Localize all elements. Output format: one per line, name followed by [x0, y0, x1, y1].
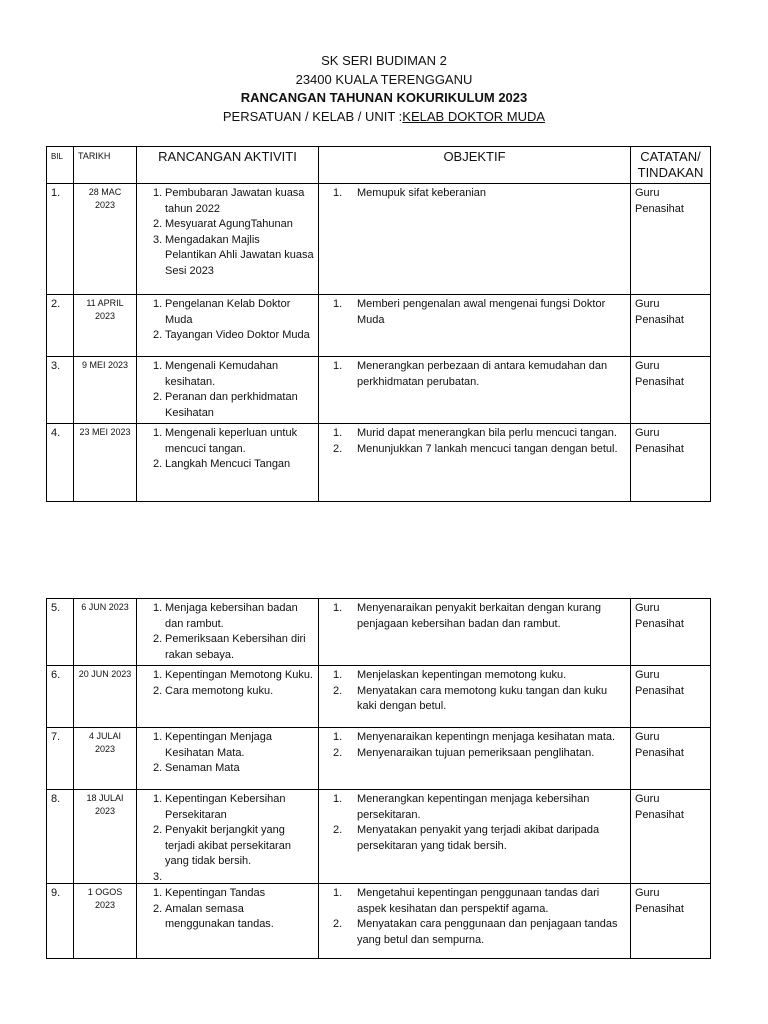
aktiviti-text: Menjaga kebersihan badan dan rambut.: [165, 602, 298, 630]
aktiviti-list: [141, 601, 314, 663]
row-bil: 7.: [47, 728, 74, 790]
col-rancangan: RANCANGAN AKTIVITI: [137, 147, 319, 184]
objektif-text: Menerangkan perbezaan di antara kemudahan dan perkhidmatan perubatan.: [357, 360, 608, 388]
plan-table-2: [46, 598, 711, 959]
list-number: 2.: [153, 218, 163, 230]
row-aktiviti: [137, 295, 319, 357]
aktiviti-item: [153, 902, 314, 933]
row-tarikh: 4 JULAI 2023: [74, 728, 137, 790]
objektif-list: [323, 426, 626, 457]
row-tarikh: 23 MEI 2023: [74, 424, 137, 502]
row-tarikh: 9 MEI 2023: [74, 357, 137, 424]
unit-name: KELAB DOKTOR MUDA: [402, 108, 546, 124]
aktiviti-text: Tayangan Video Doktor Muda: [165, 329, 310, 341]
aktiviti-item: [153, 823, 314, 870]
row-objektif: [319, 728, 631, 790]
row-aktiviti: [137, 599, 319, 666]
objektif-text: Murid dapat menerangkan bila perlu mencuci tangan.: [357, 427, 617, 439]
aktiviti-text: Mengenali keperluan untuk mencuci tangan.: [165, 427, 298, 455]
row-objektif: [319, 357, 631, 424]
row-aktiviti: [137, 666, 319, 728]
objektif-list: [323, 792, 626, 854]
objektif-item: [333, 186, 626, 202]
aktiviti-text: Pengelanan Kelab Doktor Muda: [165, 298, 291, 326]
objektif-item: [333, 730, 626, 746]
aktiviti-item: [153, 886, 314, 902]
objektif-list: [323, 730, 626, 761]
list-number: 1.: [153, 793, 163, 805]
table-row: [47, 884, 711, 959]
row-aktiviti: [137, 424, 319, 502]
row-bil: 2.: [47, 295, 74, 357]
aktiviti-text: Mengenali Kemudahan kesihatan.: [165, 360, 279, 388]
row-aktiviti: [137, 884, 319, 959]
row-catatan: Guru Penasihat: [631, 884, 711, 959]
aktiviti-item: [153, 426, 314, 457]
list-number: 1.: [153, 427, 163, 439]
list-number: 2.: [153, 684, 163, 697]
row-bil: 9.: [47, 884, 74, 959]
plan-table-1: [46, 146, 711, 502]
aktiviti-item: [153, 457, 314, 473]
row-catatan: Guru Penasihat: [631, 184, 711, 295]
school-name: SK SERI BUDIMAN 2: [321, 53, 447, 68]
table-row: [47, 357, 711, 424]
list-number: 2.: [153, 329, 163, 341]
row-catatan: Guru Penasihat: [631, 728, 711, 790]
list-number: 3.: [153, 233, 163, 246]
list-number: 1.: [153, 669, 163, 681]
col-catatan: CATATAN/ TINDAKAN: [631, 147, 711, 184]
objektif-item: [333, 359, 626, 390]
row-catatan: Guru Penasihat: [631, 295, 711, 357]
row-aktiviti: [137, 790, 319, 884]
table-body-1: [47, 184, 711, 502]
objektif-item: [333, 426, 626, 442]
row-catatan: Guru Penasihat: [631, 666, 711, 728]
aktiviti-item: [153, 601, 314, 632]
list-number: 2.: [153, 824, 163, 836]
aktiviti-item: [153, 792, 314, 823]
aktiviti-item: [153, 186, 314, 217]
objektif-text: Menjelaskan kepentingan memotong kuku.: [357, 669, 567, 681]
row-tarikh: 6 JUN 2023: [74, 599, 137, 666]
aktiviti-text: Kepentingan Menjaga Kesihatan Mata.: [165, 731, 273, 759]
objektif-item: [333, 886, 626, 917]
list-number: 3.: [153, 870, 163, 883]
list-number: 1.: [333, 427, 343, 439]
col-bil: BIL: [47, 147, 74, 184]
list-number: 2.: [333, 684, 343, 697]
objektif-list: [323, 601, 626, 632]
aktiviti-text: Peranan dan perkhidmatan Kesihatan: [165, 391, 298, 419]
list-number: 1.: [153, 887, 163, 899]
objektif-text: Menyatakan penyakit yang terjadi akibat daripada persekitaran yang tidak bersih.: [357, 824, 600, 852]
list-number: 1.: [333, 669, 343, 681]
list-number: 2.: [333, 442, 343, 455]
row-aktiviti: [137, 357, 319, 424]
row-objektif: [319, 184, 631, 295]
list-number: 2.: [153, 458, 163, 470]
objektif-text: Menerangkan kepentingan menjaga kebersihan persekitaran.: [357, 793, 590, 821]
aktiviti-list: [141, 186, 314, 279]
objektif-item: [333, 668, 626, 684]
list-number: 1.: [333, 602, 343, 614]
list-number: 1.: [333, 360, 343, 372]
row-tarikh: 28 MAC 2023: [74, 184, 137, 295]
objektif-list: [323, 668, 626, 715]
list-number: 1.: [153, 360, 163, 372]
row-bil: 8.: [47, 790, 74, 884]
aktiviti-item: [153, 632, 314, 663]
objektif-text: Memberi pengenalan awal mengenai fungsi Doktor Muda: [357, 298, 606, 326]
list-number: 1.: [333, 298, 343, 310]
list-number: 1.: [333, 187, 343, 199]
list-number: 2.: [333, 746, 343, 759]
list-number: 2.: [153, 902, 163, 915]
row-catatan: Guru Penasihat: [631, 599, 711, 666]
aktiviti-text: Penyakit berjangkit yang terjadi akibat persekitaran yang tidak bersih.: [165, 824, 291, 867]
objektif-text: Memupuk sifat keberanian: [357, 187, 487, 199]
row-catatan: Guru Penasihat: [631, 424, 711, 502]
aktiviti-list: [141, 792, 314, 883]
objektif-item: [333, 442, 626, 458]
list-number: 2.: [333, 824, 343, 836]
document-title: RANCANGAN TAHUNAN KOKURIKULUM 2023: [240, 90, 528, 105]
aktiviti-text: Kepentingan Tandas: [165, 887, 266, 899]
list-number: 1.: [333, 731, 343, 743]
aktiviti-item: [153, 217, 314, 233]
table-row: [47, 790, 711, 884]
objektif-text: Menunjukkan 7 lankah mencuci tangan dengan betul.: [357, 442, 618, 455]
aktiviti-list: [141, 668, 314, 699]
row-bil: 1.: [47, 184, 74, 295]
list-number: 1.: [153, 187, 163, 199]
list-number: 1.: [333, 793, 343, 805]
col-tarikh: TARIKH: [74, 147, 137, 184]
aktiviti-item: [153, 684, 314, 700]
row-aktiviti: [137, 728, 319, 790]
aktiviti-list: [141, 426, 314, 473]
objektif-text: Menyatakan cara penggunaan dan penjagaan tandas yang betul dan sempurna.: [357, 918, 618, 946]
row-tarikh: 11 APRIL 2023: [74, 295, 137, 357]
objektif-item: [333, 823, 626, 854]
aktiviti-item: [153, 233, 314, 280]
objektif-item: [333, 684, 626, 715]
objektif-text: Menyenaraikan penyakit berkaitan dengan kurang penjagaan kebersihan badan dan rambut.: [357, 602, 601, 630]
school-address: 23400 KUALA TERENGGANU: [295, 71, 473, 87]
row-objektif: [319, 295, 631, 357]
row-tarikh: 20 JUN 2023: [74, 666, 137, 728]
col-objektif: OBJEKTIF: [319, 147, 631, 184]
row-catatan: Guru Penasihat: [631, 790, 711, 884]
aktiviti-item: [153, 668, 314, 684]
table-row: [47, 295, 711, 357]
table-row: [47, 728, 711, 790]
table-body-2: [47, 599, 711, 959]
aktiviti-item: [153, 730, 314, 761]
list-number: 1.: [153, 731, 163, 743]
objektif-item: [333, 297, 626, 328]
objektif-item: [333, 601, 626, 632]
document-header: [0, 52, 768, 126]
objektif-item: [333, 792, 626, 823]
row-tarikh: 18 JULAI 2023: [74, 790, 137, 884]
list-number: 2.: [153, 391, 163, 403]
row-bil: 3.: [47, 357, 74, 424]
objektif-text: Mengetahui kepentingan penggunaan tandas dari aspek kesihatan dan perspektif agama.: [357, 887, 600, 915]
aktiviti-text: Mengadakan Majlis Pelantikan Ahli Jawatan kuasa Sesi 2023: [165, 233, 314, 277]
aktiviti-text: Senaman Mata: [165, 762, 240, 774]
table-row: [47, 424, 711, 502]
table-header-row: [47, 147, 711, 184]
objektif-item: [333, 746, 626, 762]
row-objektif: [319, 599, 631, 666]
list-number: 2.: [333, 918, 343, 930]
aktiviti-item: [153, 297, 314, 328]
table-row: [47, 184, 711, 295]
row-bil: 4.: [47, 424, 74, 502]
aktiviti-item: [153, 359, 314, 390]
aktiviti-text: Langkah Mencuci Tangan: [165, 458, 291, 470]
row-tarikh: 1 OGOS 2023: [74, 884, 137, 959]
objektif-list: [323, 297, 626, 328]
aktiviti-text: Kepentingan Kebersihan Persekitaran: [165, 793, 286, 821]
row-aktiviti: [137, 184, 319, 295]
list-number: 1.: [153, 298, 163, 310]
row-objektif: [319, 666, 631, 728]
objektif-text: Menyatakan cara memotong kuku tangan dan kuku kaki dengan betul.: [357, 684, 608, 712]
list-number: 1.: [153, 602, 163, 614]
table-row: [47, 666, 711, 728]
aktiviti-text: Kepentingan Memotong Kuku.: [165, 669, 313, 681]
list-number: 2.: [153, 762, 163, 774]
aktiviti-list: [141, 730, 314, 777]
objektif-list: [323, 886, 626, 948]
row-objektif: [319, 884, 631, 959]
aktiviti-text: Pembubaran Jawatan kuasa tahun 2022: [165, 187, 305, 215]
row-objektif: [319, 424, 631, 502]
row-bil: 6.: [47, 666, 74, 728]
row-catatan: Guru Penasihat: [631, 357, 711, 424]
list-number: 2.: [153, 633, 163, 645]
aktiviti-item: [153, 390, 314, 421]
row-objektif: [319, 790, 631, 884]
objektif-text: Menyenaraikan kepentingn menjaga kesihatan mata.: [357, 731, 616, 743]
objektif-list: [323, 359, 626, 390]
aktiviti-list: [141, 297, 314, 344]
unit-line: [0, 108, 768, 127]
objektif-list: [323, 186, 626, 202]
aktiviti-text: Pemeriksaan Kebersihan diri rakan sebaya.: [165, 633, 306, 661]
unit-prefix: PERSATUAN / KELAB / UNIT :: [222, 108, 403, 124]
row-bil: 5.: [47, 599, 74, 666]
aktiviti-item: [153, 328, 314, 344]
aktiviti-item: [153, 761, 314, 777]
list-number: 1.: [333, 887, 343, 899]
aktiviti-text: Cara memotong kuku.: [165, 684, 274, 697]
objektif-text: Menyenaraikan tujuan pemeriksaan penglihatan.: [357, 746, 595, 759]
objektif-item: [333, 917, 626, 948]
table-row: [47, 599, 711, 666]
aktiviti-text: Amalan semasa menggunakan tandas.: [165, 902, 274, 930]
aktiviti-list: [141, 359, 314, 421]
aktiviti-list: [141, 886, 314, 933]
aktiviti-text: Mesyuarat AgungTahunan: [165, 218, 293, 230]
